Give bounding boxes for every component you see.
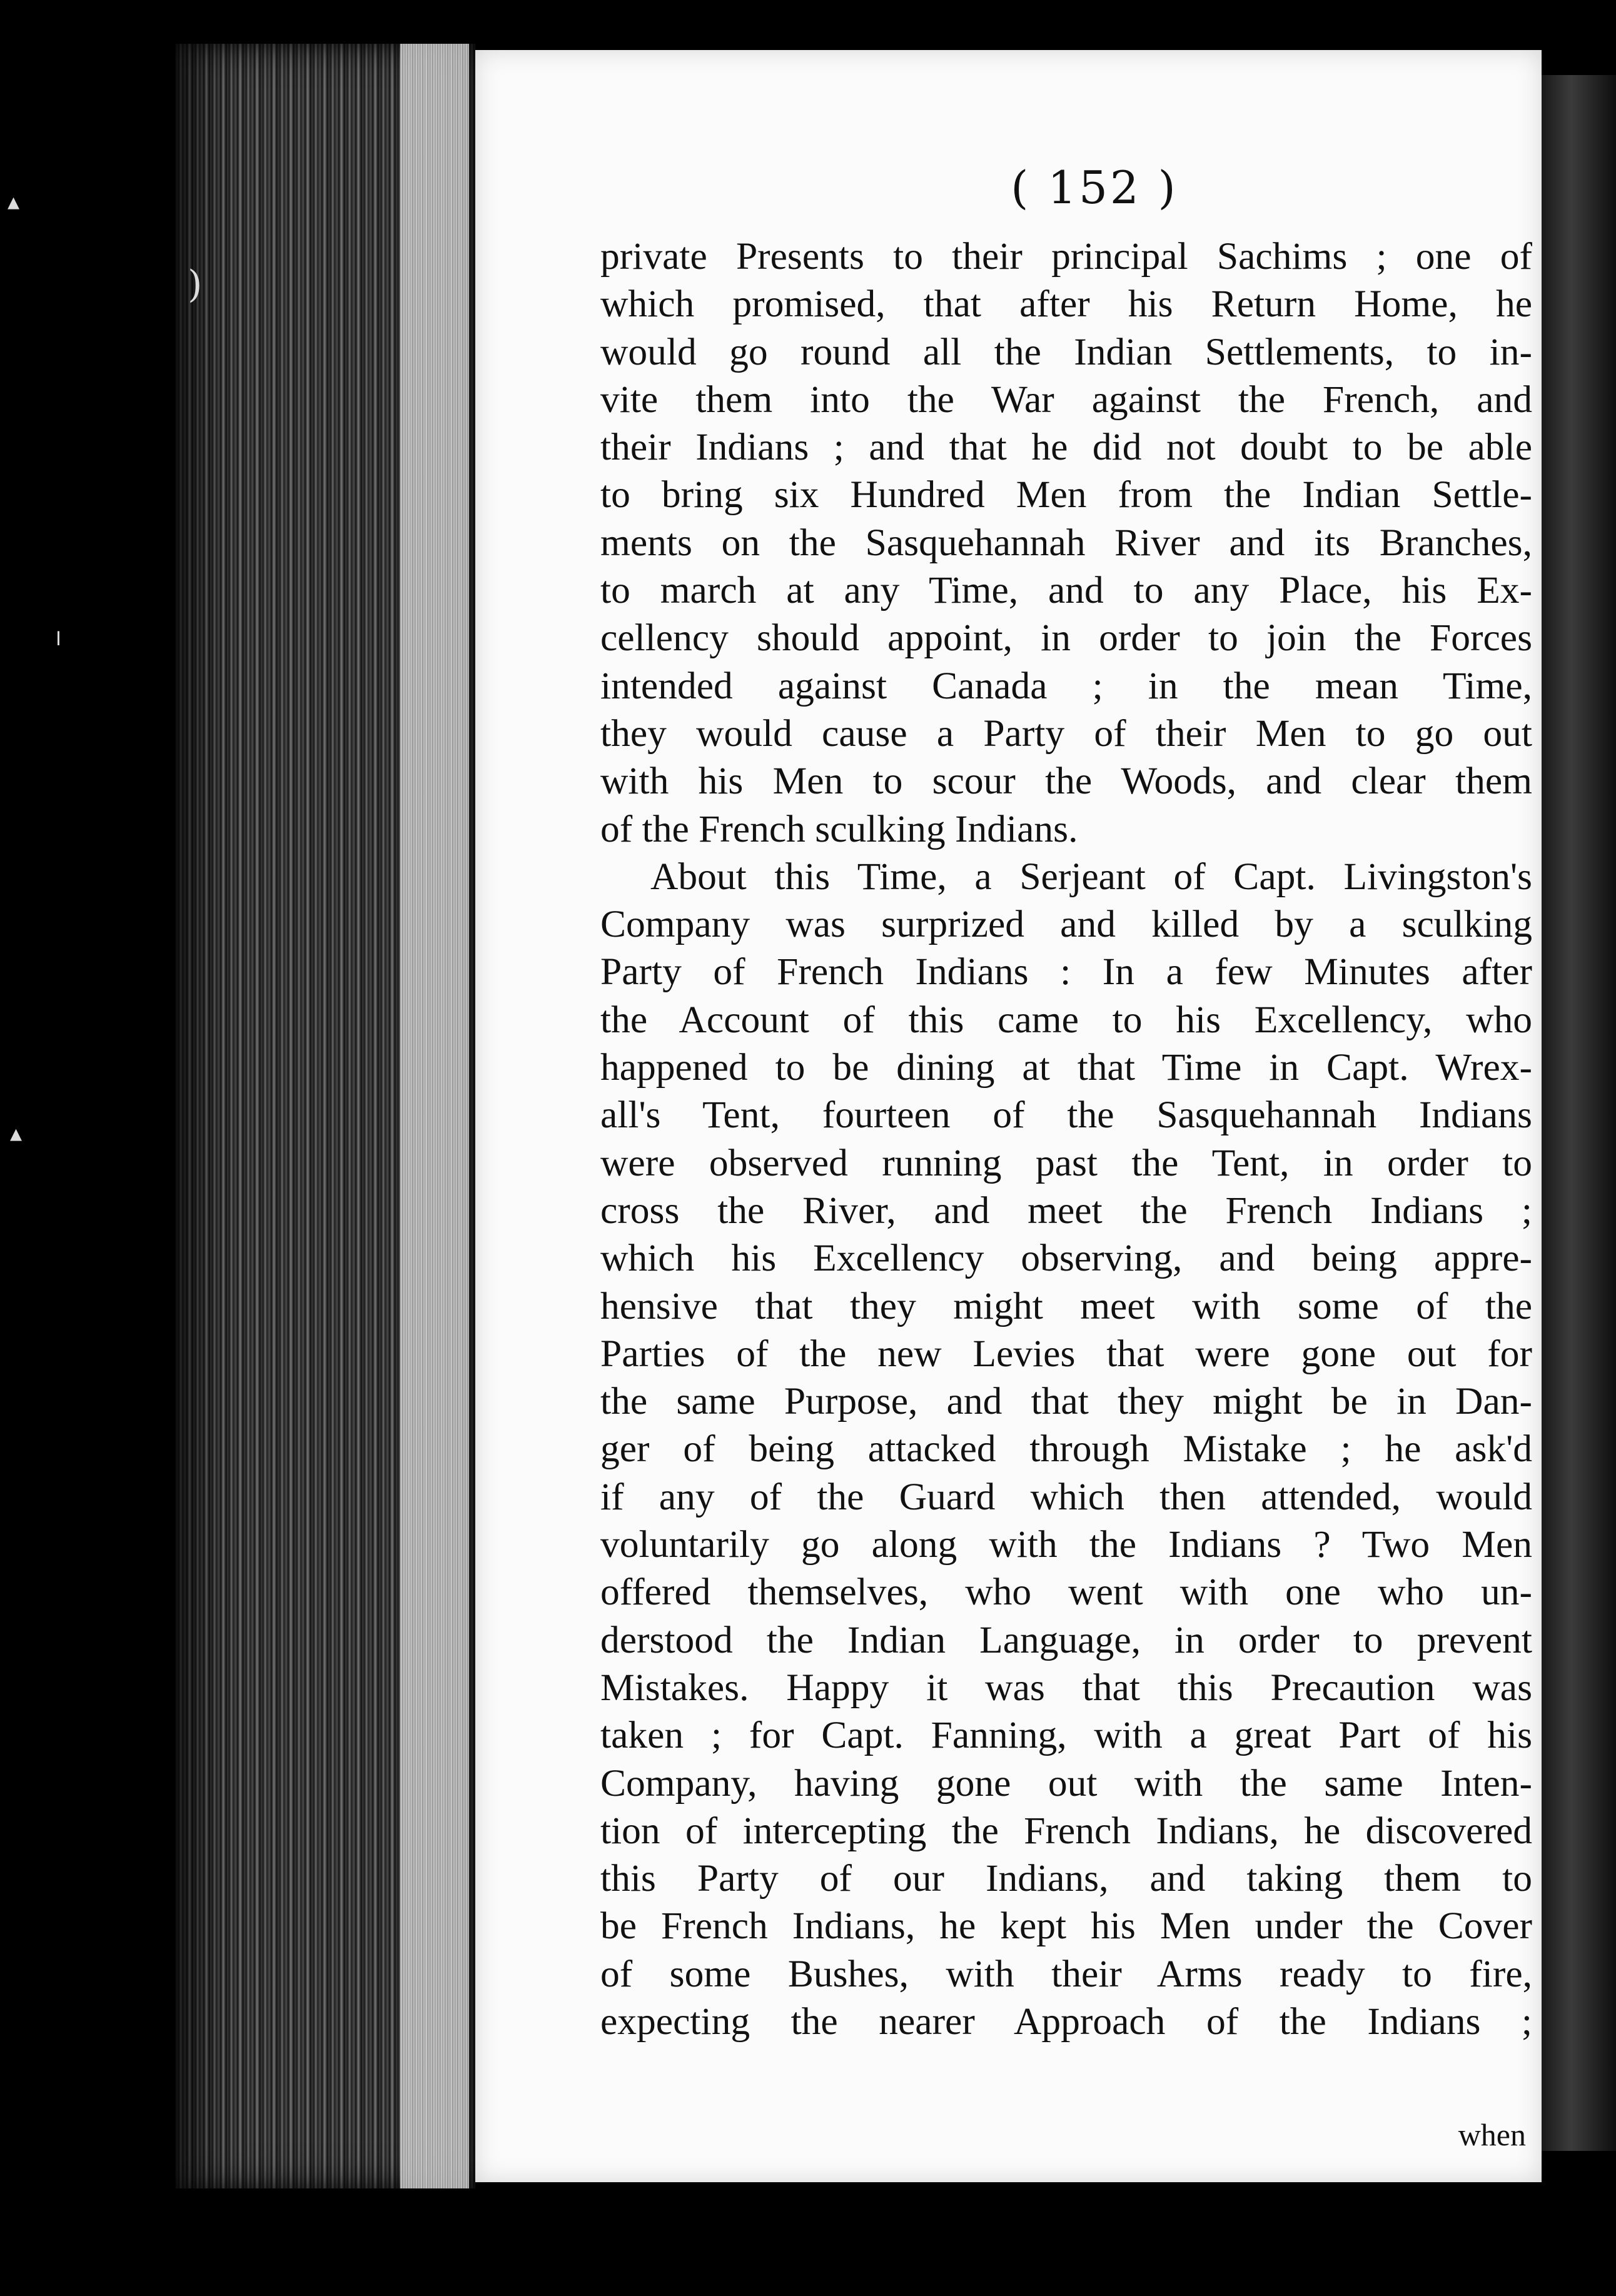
scan-speck: ╵ — [51, 632, 66, 659]
page-number: ( 152 ) — [1011, 161, 1178, 214]
text-line: happened to be dining at that Time in Capt. Wrex- — [600, 1046, 1532, 1089]
catchword: when — [1458, 2117, 1526, 2152]
paragraph-start-line: About this Time, a Serjeant of Capt. Livingston's — [650, 855, 1532, 898]
text-line: Company, having gone out with the same Inten- — [600, 1761, 1532, 1805]
text-line: ments on the Sasquehannah River and its Branches, — [600, 521, 1532, 564]
text-line: tion of intercepting the French Indians, he discovered — [600, 1809, 1532, 1852]
text-line: Mistakes. Happy it was that this Precaution was — [600, 1666, 1532, 1709]
book-cover-edge — [1542, 75, 1616, 2151]
text-line: all's Tent, fourteen of the Sasquehannah Indians — [600, 1094, 1532, 1137]
text-line: expecting the nearer Approach of the Indians ; — [600, 2000, 1532, 2043]
text-line: intended against Canada ; in the mean Time, — [600, 664, 1532, 707]
text-line: with his Men to scour the Woods, and clear them — [600, 760, 1532, 803]
text-line: offered themselves, who went with one who un- — [600, 1571, 1532, 1614]
text-line: vite them into the War against the French, and — [600, 378, 1532, 421]
text-line: would go round all the Indian Settlements, to in- — [600, 330, 1532, 373]
text-line: to bring six Hundred Men from the Indian Settle- — [600, 473, 1532, 516]
text-line: the Account of this came to his Excellency, who — [600, 998, 1532, 1041]
text-line: voluntarily go along with the Indians ? Two Men — [600, 1523, 1532, 1566]
text-line: to march at any Time, and to any Place, his Ex- — [600, 569, 1532, 612]
scan-speck: ) — [188, 263, 203, 306]
text-line: of the French sculking Indians. — [600, 807, 1078, 850]
text-line: their Indians ; and that he did not doubt to be able — [600, 426, 1532, 469]
text-line: of some Bushes, with their Arms ready to fire, — [600, 1952, 1532, 1995]
text-line: this Party of our Indians, and taking them to — [600, 1857, 1532, 1900]
scan-speck: ▴ — [8, 188, 20, 215]
text-line: Party of French Indians : In a few Minutes after — [600, 950, 1532, 994]
text-line: ger of being attacked through Mistake ; he ask'd — [600, 1427, 1532, 1471]
text-line: if any of the Guard which then attended, would — [600, 1475, 1532, 1518]
text-line: they would cause a Party of their Men to go out — [600, 712, 1532, 755]
text-line: private Presents to their principal Sachims ; one of — [600, 235, 1532, 278]
text-line: taken ; for Capt. Fanning, with a great Part of his — [600, 1714, 1532, 1757]
text-line: were observed running past the Tent, in order to — [600, 1141, 1532, 1184]
text-line: cross the River, and meet the French Indians ; — [600, 1189, 1532, 1232]
text-line: cellency should appoint, in order to join the Forces — [600, 617, 1532, 660]
text-line: Company was surprized and killed by a sculking — [600, 903, 1532, 946]
text-line: be French Indians, he kept his Men under the Cover — [600, 1905, 1532, 1948]
text-line: the same Purpose, and that they might be in Dan- — [600, 1380, 1532, 1423]
page-edges-highlight — [400, 44, 469, 2188]
text-line: derstood the Indian Language, in order to prevent — [600, 1618, 1532, 1661]
text-line: Parties of the new Levies that were gone out for — [600, 1332, 1532, 1375]
scan-speck: ▴ — [10, 1119, 23, 1147]
text-line: which his Excellency observing, and being appre- — [600, 1237, 1532, 1280]
text-line: hensive that they might meet with some of the — [600, 1284, 1532, 1327]
text-line: which promised, that after his Return Home, he — [600, 283, 1532, 326]
body-text — [600, 233, 1532, 2045]
